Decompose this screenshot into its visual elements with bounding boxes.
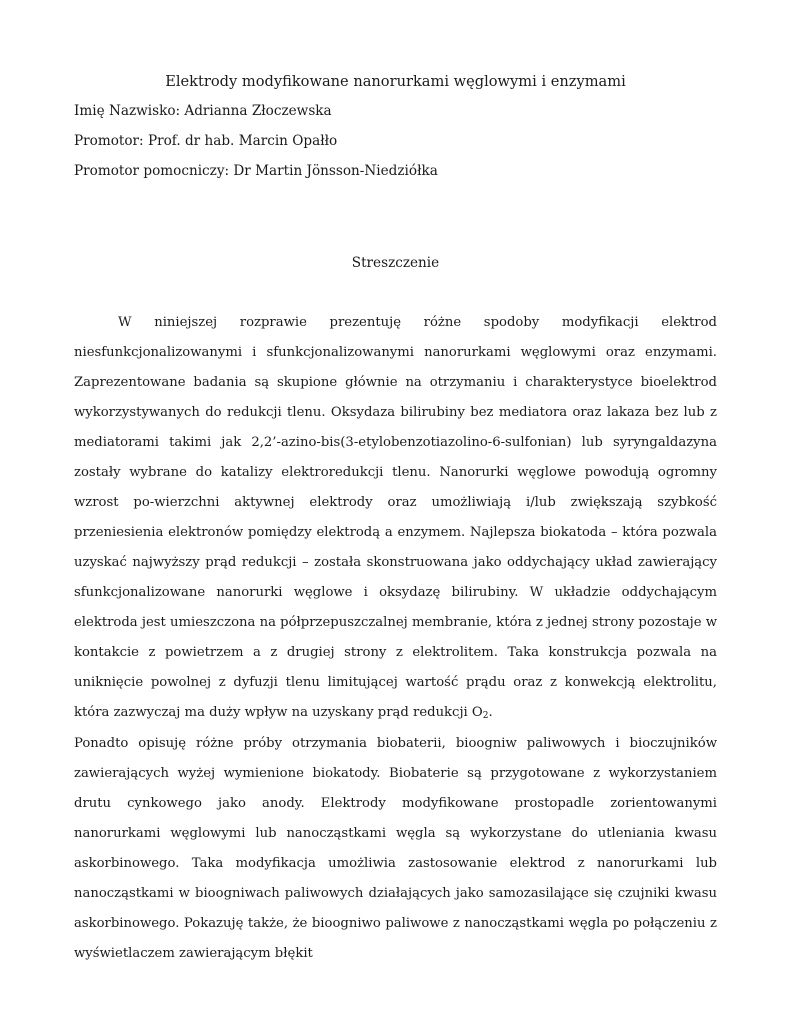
- promotor-line: Promotor: Prof. dr hab. Marcin Opałło: [74, 133, 338, 149]
- author-line: Imię Nazwisko: Adrianna Złoczewska: [74, 103, 332, 119]
- abstract-paragraph-1: [74, 308, 717, 728]
- abstract-paragraph-2: Ponadto opisuję różne próby otrzymania biobaterii, bioogniw paliwowych i bioczujników zawierających wyżej wymienione biokatody. Biobaterie są przygotowane z wykorzystaniem drutu cynkowego jako anody. Elektrody modyfikowane prostopadle zorientowanymi nanorurkami węglowymi lub nanocząstkami węgla są wykorzystane do utleniania kwasu askorbinowego. Taka modyfikacja umożliwia zastosowanie elektrod z nanorurkami lub nanocząstkami w bioogniwach paliwowych działających jako samozasilające się czujniki kwasu askorbinowego. Pokazuję także, że bioogniwo paliwowe z nanocząstkami węgla po połączeniu z wyświetlaczem zawierającym błękit: [74, 736, 717, 961]
- document-title: Elektrody modyfikowane nanorurkami węglowymi i enzymami: [165, 73, 626, 90]
- paragraph-1-end: .: [488, 705, 493, 720]
- oxygen-subscript: 2: [482, 711, 489, 721]
- paragraph-1-text: W niniejszej rozprawie prezentuję różne spodoby modyfikacji elektrod niesfunkcjonalizowanymi i sfunkcjonalizowanymi nanorurkami węglowymi oraz enzymami. Zaprezentowane badania są skupione głównie na otrzymaniu i charakterystyce bioelektrod wykorzystywanych do redukcji tlenu. Oksydaza bilirubiny bez mediatora oraz lakaza bez lub z mediatorami takimi jak 2,2’-azino-bis(3-etylobenzotiazolino-6-sulfonian) lub syryngaldazyna zostały wybrane do katalizy elektroredukcji tlenu. Nanorurki węglowe powodują ogromny wzrost po-wierzchni aktywnej elektrody oraz umożliwiają i/lub zwiększają szybkość przeniesienia elektronów pomiędzy elektrodą a enzymem. Najlepsza biokatoda – która pozwala uzyskać najwyższy prąd redukcji – została skonstruowana jako oddychający układ zawierający sfunkcjonalizowane nanorurki węglowe i oksydazę bilirubiny. W układzie oddychającym elektroda jest umieszczona na półprzepuszczalnej membranie, która z jednej strony pozostaje w kontakcie z powietrzem a z drugiej strony z elektrolitem. Taka konstrukcja pozwala na uniknięcie powolnej z dyfuzji tlenu limitującej wartość prądu oraz z konwekcją elektrolitu, która zazwyczaj ma duży wpływ na uzyskany prąd redukcji O: [74, 315, 717, 720]
- section-heading: Streszczenie: [351, 255, 440, 271]
- copromotor-line: Promotor pomocniczy: Dr Martin Jönsson-Niedziółka: [74, 163, 438, 179]
